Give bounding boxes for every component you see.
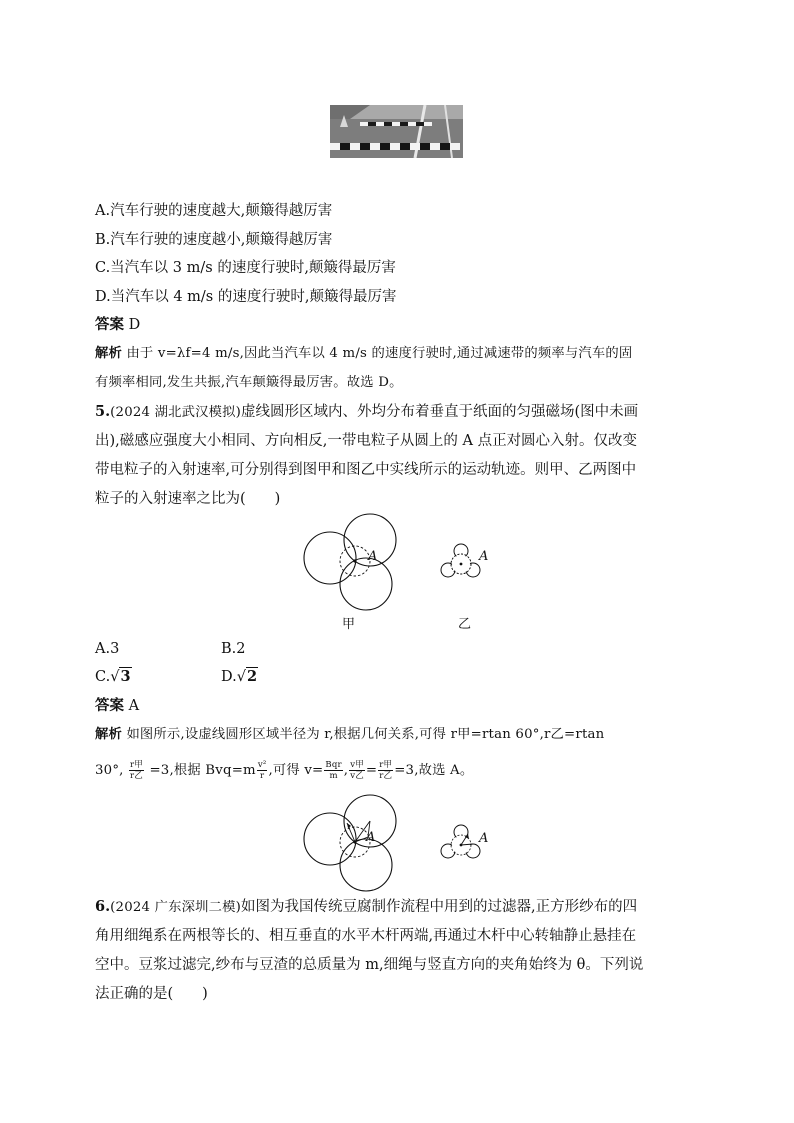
fraction-v2-over-r [257, 760, 268, 781]
explain-segment: =3,故选 A。 [394, 763, 474, 778]
q6-stem-line2: 角用细绳系在两根等长的、相互垂直的水平木杆两端,再通过木杆中心转轴静止悬挂在 [95, 928, 637, 944]
question-source: (2024 湖北武汉模拟) [110, 405, 241, 420]
answer-value: A [128, 698, 140, 714]
center-dot [353, 559, 356, 562]
explain-label: 解析 [95, 346, 122, 361]
answer-label: 答案 [95, 316, 124, 333]
explain-label: 解析 [95, 727, 122, 742]
explain-segment: 30°, [95, 763, 124, 778]
point-a-label-explain-yi: A [479, 831, 489, 846]
option-prefix: D. [221, 669, 237, 685]
q5-explain-line2 [95, 760, 473, 781]
figure-label-yi: 乙 [458, 617, 472, 632]
radicand: 2 [246, 668, 258, 685]
road-photo [330, 105, 463, 158]
q4-option-a: A.汽车行驶的速度越大,颠簸得越厉害 [95, 203, 333, 219]
fraction-numerator: Bqr [325, 760, 342, 770]
q5-stem-line3: 带电粒子的入射速率,可分别得到图甲和图乙中实线所示的运动轨迹。则甲、乙两图中 [95, 462, 637, 478]
question-number: 5. [95, 403, 111, 420]
fraction-denominator: r乙 [130, 771, 144, 781]
q5-stem-line4: 粒子的入射速率之比为( ) [95, 491, 281, 507]
explain-segment: ,可得 v= [268, 763, 324, 778]
q4-explain-line2: 有频率相同,发生共振,汽车颠簸得最厉害。故选 D。 [95, 375, 403, 390]
radicand: 3 [120, 668, 131, 685]
q5-option-a: A.3 [95, 641, 120, 657]
q5-stem-line1 [95, 402, 638, 423]
q5-explain-line1 [95, 725, 604, 745]
q6-stem-line3: 空中。豆浆过滤完,纱布与豆渣的总质量为 m,细绳与竖直方向的夹角始终为 θ。下列说 [95, 957, 644, 973]
q5-answer [95, 696, 139, 716]
option-prefix: C. [95, 669, 111, 685]
point-a-label-yi: A [479, 549, 489, 564]
q4-option-b: B.汽车行驶的速度越小,颠簸得越厉害 [95, 232, 333, 248]
fraction-r-ratio-2 [378, 760, 393, 781]
answer-label: 答案 [95, 697, 124, 714]
answer-value: D [128, 317, 141, 333]
explain-text: 如图所示,设虚线圆形区域半径为 r,根据几何关系,可得 r甲=rtan 60°,r乙=rtan [126, 727, 605, 742]
explain-segment: = [365, 763, 378, 778]
fraction-numerator: r甲 [379, 760, 393, 770]
fraction-numerator: v² [257, 760, 267, 770]
q6-stem-line4: 法正确的是( ) [95, 986, 208, 1002]
fraction-v-ratio [349, 760, 365, 781]
fraction-bqr-over-m [324, 760, 342, 781]
fraction-denominator: r乙 [379, 771, 393, 781]
q4-option-d: D.当汽车以 4 m/s 的速度行驶时,颠簸得最厉害 [95, 289, 397, 305]
q4-answer [95, 315, 140, 335]
q5-option-b: B.2 [221, 641, 246, 657]
question-source: (2024 广东深圳二模) [110, 900, 241, 915]
q4-explain-line1 [95, 344, 632, 364]
figure-yi [438, 539, 488, 589]
point-a-label-jia: A [368, 549, 378, 564]
explain-figure-jia [303, 797, 403, 897]
q5-stem-line2: 出),磁感应强度大小相同、方向相反,一带电粒子从圆上的 A 点正对圆心入射。仅改变 [95, 433, 638, 449]
point-a-label-explain-jia: A [366, 830, 376, 845]
q5-option-d [221, 667, 258, 687]
sqrt-sign: √3 [110, 668, 131, 685]
figure-jia [303, 516, 403, 616]
q4-option-c: C.当汽车以 3 m/s 的速度行驶时,颠簸得最厉害 [95, 260, 396, 276]
fraction-r-ratio [129, 760, 144, 781]
sqrt-sign: √2 [236, 668, 258, 685]
fraction-numerator: v甲 [350, 760, 364, 770]
figure-label-jia: 甲 [342, 617, 356, 632]
q6-stem-line1 [95, 897, 637, 918]
fraction-numerator: r甲 [130, 760, 144, 770]
question-text: 如图为我国传统豆腐制作流程中用到的过滤器,正方形纱布的四 [240, 899, 638, 915]
fraction-denominator: m [329, 771, 338, 781]
q5-option-c [95, 667, 132, 687]
question-number: 6. [95, 898, 111, 915]
explain-segment: , [343, 763, 349, 778]
explain-text: 由于 v=λf=4 m/s,因此当汽车以 4 m/s 的速度行驶时,通过减速带的频率与汽车的固 [126, 346, 633, 361]
center-dot [460, 563, 463, 566]
explain-segment: =3,根据 Bvq=m [149, 763, 256, 778]
fraction-denominator: v乙 [350, 771, 364, 781]
fraction-denominator: r [260, 771, 265, 781]
question-text: 虚线圆形区域内、外均分布着垂直于纸面的匀强磁场(图中未画 [240, 404, 639, 420]
trajectory-circle-left [304, 532, 356, 584]
